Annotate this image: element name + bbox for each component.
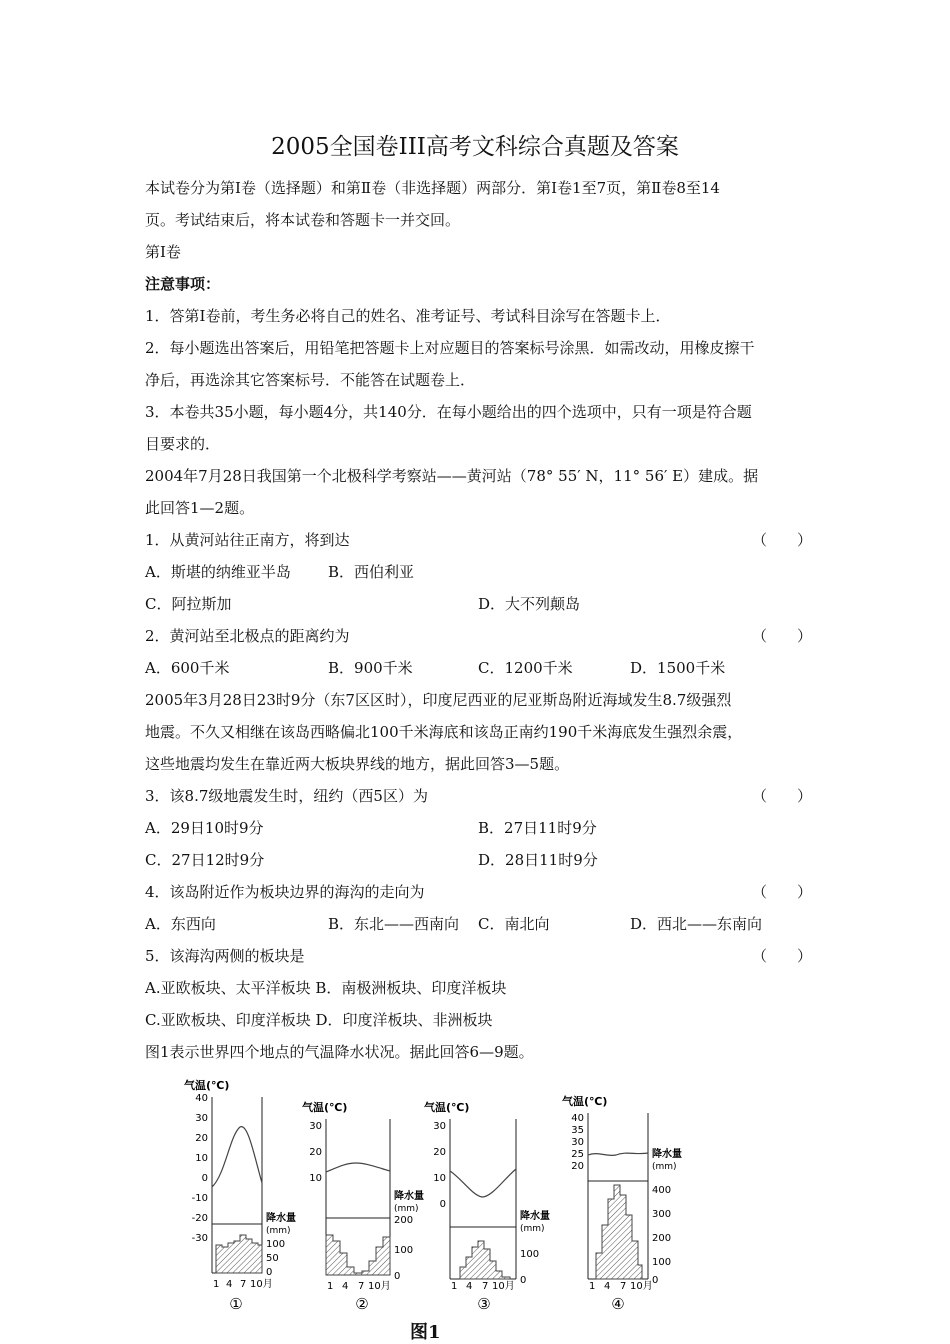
chart-1-temp-tick: -20 [191, 1213, 208, 1224]
passage-1-line-2: 此回答1—2题。 [145, 499, 255, 517]
chart-4-precip-bars [596, 1185, 642, 1279]
q2-option-d: D．1500千米 [630, 659, 726, 677]
chart-2-temp-tick: 10 [309, 1173, 322, 1184]
q5-options-cd: C.亚欧板块、印度洋板块 D．印度洋板块、非洲板块 [145, 1011, 493, 1029]
chart-4-precip-label: 降水量 [652, 1149, 682, 1160]
q2-option-b: B．900千米 [328, 659, 413, 677]
chart-1-temp-tick: -10 [191, 1193, 208, 1204]
q4-option-a: A．东西向 [145, 915, 216, 933]
chart-3-precip-label: 降水量 [520, 1211, 550, 1222]
q4-option-c: C．南北向 [478, 915, 550, 933]
intro-line-2: 页。考试结束后，将本试卷和答题卡一并交回。 [145, 211, 461, 229]
chart-2-temp-tick: 30 [309, 1121, 322, 1132]
chart-4-precip-tick: 300 [652, 1209, 672, 1220]
chart-2-precip-tick: 0 [394, 1271, 401, 1282]
q2-option-a: A．600千米 [145, 659, 230, 677]
chart-4-temp-tick: 20 [571, 1161, 584, 1172]
q5-options-ab: A.亚欧板块、太平洋板块 B．南极洲板块、印度洋板块 [145, 979, 507, 997]
q4-stem: 4．该岛附近作为板块边界的海沟的走向为 [145, 883, 425, 901]
q1-option-c: C．阿拉斯加 [145, 595, 232, 613]
q3-option-d: D．28日11时9分 [478, 851, 598, 869]
chart-4-temp-tick: 30 [571, 1137, 584, 1148]
q2-stem: 2．黄河站至北极点的距离约为 [145, 627, 350, 645]
chart-3-month-tick: 7 [482, 1281, 489, 1292]
q1-option-d: D．大不列颠岛 [478, 595, 581, 613]
chart-3-temp-tick: 20 [433, 1147, 446, 1158]
chart-1-temp-tick: -30 [191, 1233, 208, 1244]
chart-4-precip-unit: (mm) [652, 1162, 677, 1172]
chart-1-month-tick: 1 [213, 1279, 220, 1290]
q3-answer-blank: （ ） [752, 787, 813, 805]
passage-3: 图1表示世界四个地点的气温降水状况。据此回答6—9题。 [145, 1043, 534, 1061]
notice-2-cont: 净后，再选涂其它答案标号．不能答在试题卷上． [145, 371, 476, 389]
chart-3-temp-tick: 10 [433, 1173, 446, 1184]
chart-4-precip-tick: 400 [652, 1185, 672, 1196]
chart-1-temp-tick: 40 [195, 1093, 208, 1104]
intro-line-1: 本试卷分为第Ⅰ卷（选择题）和第Ⅱ卷（非选择题）两部分．第Ⅰ卷1至7页，第Ⅱ卷8至14 [145, 179, 720, 197]
passage-2-line-2: 地震。不久又相继在该岛西略偏北100千米海底和该岛正南约190千米海底发生强烈余震， [145, 723, 743, 741]
chart-2-temp-label: 气温(℃) [302, 1101, 348, 1114]
chart-3-precip-tick: 0 [520, 1275, 527, 1286]
chart-3-month-label: 10月 [492, 1281, 515, 1292]
chart-4-month-tick: 1 [589, 1281, 596, 1292]
chart-4-temp-tick: 40 [571, 1113, 584, 1124]
chart-1-temp-tick: 20 [195, 1133, 208, 1144]
climate-chart-1 [184, 1078, 296, 1313]
passage-2-line-1: 2005年3月28日23时9分（东7区区时），印度尼西亚的尼亚斯岛附近海域发生8.7级强烈 [145, 691, 732, 709]
q4-answer-blank: （ ） [752, 883, 813, 901]
q1-option-a: A．斯堪的纳维亚半岛 [145, 563, 291, 581]
chart-3-temp-tick: 30 [433, 1121, 446, 1132]
chart-2-precip-label: 降水量 [394, 1191, 424, 1202]
chart-2-temp-curve [326, 1163, 390, 1172]
passage-1-line-1: 2004年7月28日我国第一个北极科学考察站——黄河站（78° 55′ N，11° 56′ E）建成。据 [145, 467, 759, 485]
notice-2: 2．每小题选出答案后，用铅笔把答题卡上对应题目的答案标号涂黑．如需改动，用橡皮擦干 [145, 339, 755, 357]
chart-3-temp-label: 气温(℃) [424, 1101, 470, 1114]
chart-1-precip-tick: 100 [266, 1239, 286, 1250]
chart-1-precip-tick: 50 [266, 1253, 279, 1264]
chart-1-precip-unit: (mm) [266, 1226, 291, 1236]
q5-stem: 5．该海沟两侧的板块是 [145, 947, 305, 965]
chart-2-month-tick: 7 [358, 1281, 365, 1292]
chart-2-month-label: 10月 [368, 1281, 391, 1292]
notice-3-cont: 目要求的． [145, 435, 221, 453]
passage-2-line-3: 这些地震均发生在靠近两大板块界线的地方，据此回答3—5题。 [145, 755, 570, 773]
chart-3-precip-unit: (mm) [520, 1224, 545, 1234]
chart-1-month-tick: 4 [226, 1279, 233, 1290]
chart-1-precip-tick: 0 [266, 1267, 273, 1278]
q1-answer-blank: （ ） [752, 531, 813, 549]
chart-1-number: ① [229, 1295, 243, 1313]
chart-3-number: ③ [477, 1295, 491, 1313]
climate-figure [170, 1075, 710, 1315]
chart-4-month-tick: 7 [620, 1281, 627, 1292]
q2-answer-blank: （ ） [752, 627, 813, 645]
notice-1: 1．答第Ⅰ卷前，考生务必将自己的姓名、准考证号、考试科目涂写在答题卡上． [145, 307, 671, 325]
chart-4-month-label: 10月 [630, 1281, 653, 1292]
chart-4-temp-label: 气温(℃) [562, 1095, 608, 1108]
q3-option-c: C．27日12时9分 [145, 851, 265, 869]
chart-4-month-tick: 4 [604, 1281, 611, 1292]
q3-stem: 3．该8.7级地震发生时，纽约（西5区）为 [145, 787, 428, 805]
q3-option-a: A．29日10时9分 [145, 819, 264, 837]
chart-2-temp-tick: 20 [309, 1147, 322, 1158]
chart-1-precip-label: 降水量 [266, 1213, 296, 1224]
chart-4-precip-tick: 200 [652, 1233, 672, 1244]
chart-2-precip-tick: 100 [394, 1245, 414, 1256]
q4-option-b: B．东北——西南向 [328, 915, 460, 933]
page-title: 2005全国卷III高考文科综合真题及答案 [271, 134, 679, 160]
climate-chart-4 [562, 1094, 682, 1313]
figure-caption: 图1 [410, 1322, 441, 1343]
chart-2-precip-bars [326, 1235, 390, 1275]
notice-title: 注意事项： [145, 275, 221, 293]
chart-1-month-tick: 7 [240, 1279, 247, 1290]
chart-2-month-tick: 1 [327, 1281, 334, 1292]
chart-1-temp-curve [212, 1127, 262, 1187]
chart-3-month-tick: 4 [466, 1281, 473, 1292]
climate-chart-2 [302, 1100, 424, 1313]
q1-option-b: B．西伯利亚 [328, 563, 415, 581]
q1-stem: 1．从黄河站往正南方，将到达 [145, 531, 350, 549]
chart-4-temp-tick: 35 [571, 1125, 584, 1136]
chart-1-precip-bars [216, 1235, 262, 1273]
chart-4-temp-curve [588, 1153, 648, 1155]
q3-option-b: B．27日11时9分 [478, 819, 597, 837]
chart-4-number: ④ [611, 1295, 625, 1313]
climate-chart-3 [424, 1100, 550, 1313]
chart-1-temp-tick: 0 [201, 1173, 208, 1184]
chart-2-precip-tick: 200 [394, 1215, 414, 1226]
chart-2-number: ② [355, 1295, 369, 1313]
section-heading: 第Ⅰ卷 [145, 243, 181, 261]
q4-option-d: D．西北——东南向 [630, 915, 763, 933]
chart-3-temp-curve [450, 1169, 516, 1197]
chart-2-month-tick: 4 [342, 1281, 349, 1292]
chart-4-temp-tick: 25 [571, 1149, 584, 1160]
chart-3-precip-tick: 100 [520, 1249, 540, 1260]
chart-4-precip-tick: 100 [652, 1257, 672, 1268]
chart-1-temp-label: 气温(℃) [184, 1079, 230, 1092]
chart-1-temp-tick: 10 [195, 1153, 208, 1164]
chart-3-temp-tick: 0 [439, 1199, 446, 1210]
chart-1-temp-tick: 30 [195, 1113, 208, 1124]
chart-3-precip-bars [460, 1241, 510, 1279]
chart-3-month-tick: 1 [451, 1281, 458, 1292]
q2-option-c: C．1200千米 [478, 659, 573, 677]
q5-answer-blank: （ ） [752, 947, 813, 965]
chart-4-precip-tick: 0 [652, 1275, 659, 1286]
chart-1-month-label: 10月 [250, 1279, 273, 1290]
notice-3: 3．本卷共35小题，每小题4分，共140分．在每小题给出的四个选项中，只有一项是符合题 [145, 403, 752, 421]
chart-2-precip-unit: (mm) [394, 1204, 419, 1214]
